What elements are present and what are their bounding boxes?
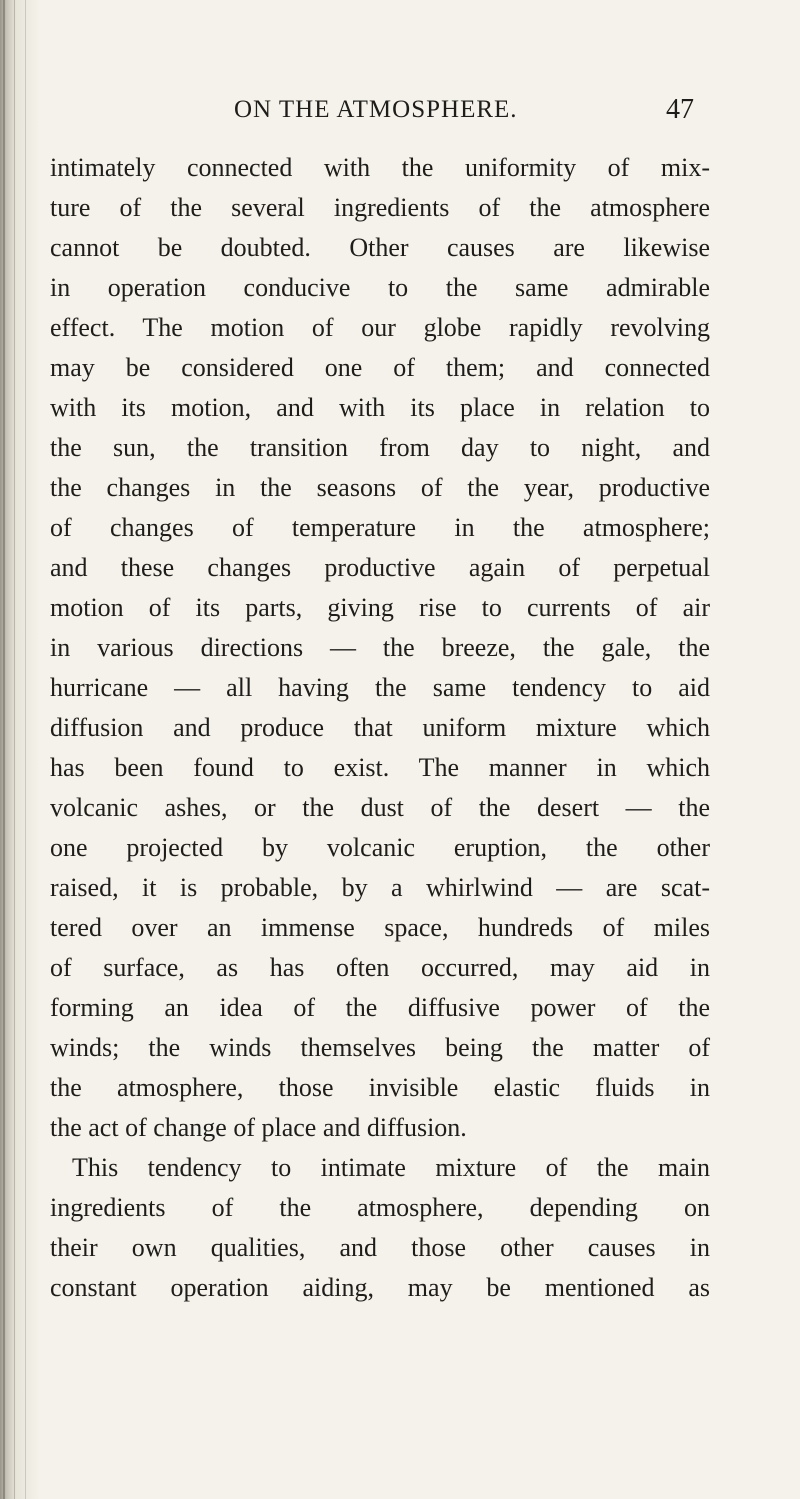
gutter-line — [14, 0, 15, 1499]
text-line: the act of change of place and diffusion. — [50, 1113, 467, 1142]
gutter-line — [25, 0, 26, 1499]
book-gutter — [0, 0, 40, 1499]
text-line: in operation conducive to the same admirable — [50, 273, 710, 302]
text-line: tered over an immense space, hundreds of miles — [50, 913, 710, 942]
text-line: and these changes productive again of perpetual — [50, 553, 710, 582]
text-line: has been found to exist. The manner in which — [50, 753, 710, 782]
text-line: effect. The motion of our globe rapidly revolving — [50, 313, 710, 342]
text-line: the changes in the seasons of the year, productive — [50, 473, 710, 502]
text-line: constant operation aiding, may be mentioned as — [50, 1273, 710, 1302]
text-line: the atmosphere, those invisible elastic fluids in — [50, 1073, 710, 1102]
text-line: ingredients of the atmosphere, depending on — [50, 1193, 710, 1222]
text-line: motion of its parts, giving rise to currents of air — [50, 593, 710, 622]
gutter-line — [3, 0, 5, 1499]
text-line: diffusion and produce that uniform mixture which — [50, 713, 710, 742]
text-line: with its motion, and with its place in relation to — [50, 393, 710, 422]
text-line: ture of the several ingredients of the atmosphere — [50, 193, 710, 222]
text-line: volcanic ashes, or the dust of the desert — the — [50, 793, 710, 822]
page-header — [0, 90, 800, 130]
paragraph-first-line: This tendency to intimate mixture of the main — [72, 1153, 710, 1182]
page-number: 47 — [666, 94, 694, 125]
text-line: their own qualities, and those other causes in — [50, 1233, 710, 1262]
text-line: in various directions — the breeze, the gale, the — [50, 633, 710, 662]
text-line: winds; the winds themselves being the matter of — [50, 1033, 710, 1062]
running-head: ON THE ATMOSPHERE. — [234, 96, 518, 123]
text-line: one projected by volcanic eruption, the other — [50, 833, 710, 862]
text-line: of changes of temperature in the atmosphere; — [50, 513, 710, 542]
text-line: hurricane — all having the same tendency to aid — [50, 673, 710, 702]
text-line: the sun, the transition from day to night, and — [50, 433, 710, 462]
text-line: cannot be doubted. Other causes are likewise — [50, 233, 710, 262]
body-text — [50, 148, 710, 1308]
text-line: raised, it is probable, by a whirlwind — are scat- — [50, 873, 710, 902]
text-line: intimately connected with the uniformity of mix- — [50, 153, 710, 182]
text-line: may be considered one of them; and connected — [50, 353, 710, 382]
text-line: forming an idea of the diffusive power of the — [50, 993, 710, 1022]
text-line: of surface, as has often occurred, may aid in — [50, 953, 710, 982]
